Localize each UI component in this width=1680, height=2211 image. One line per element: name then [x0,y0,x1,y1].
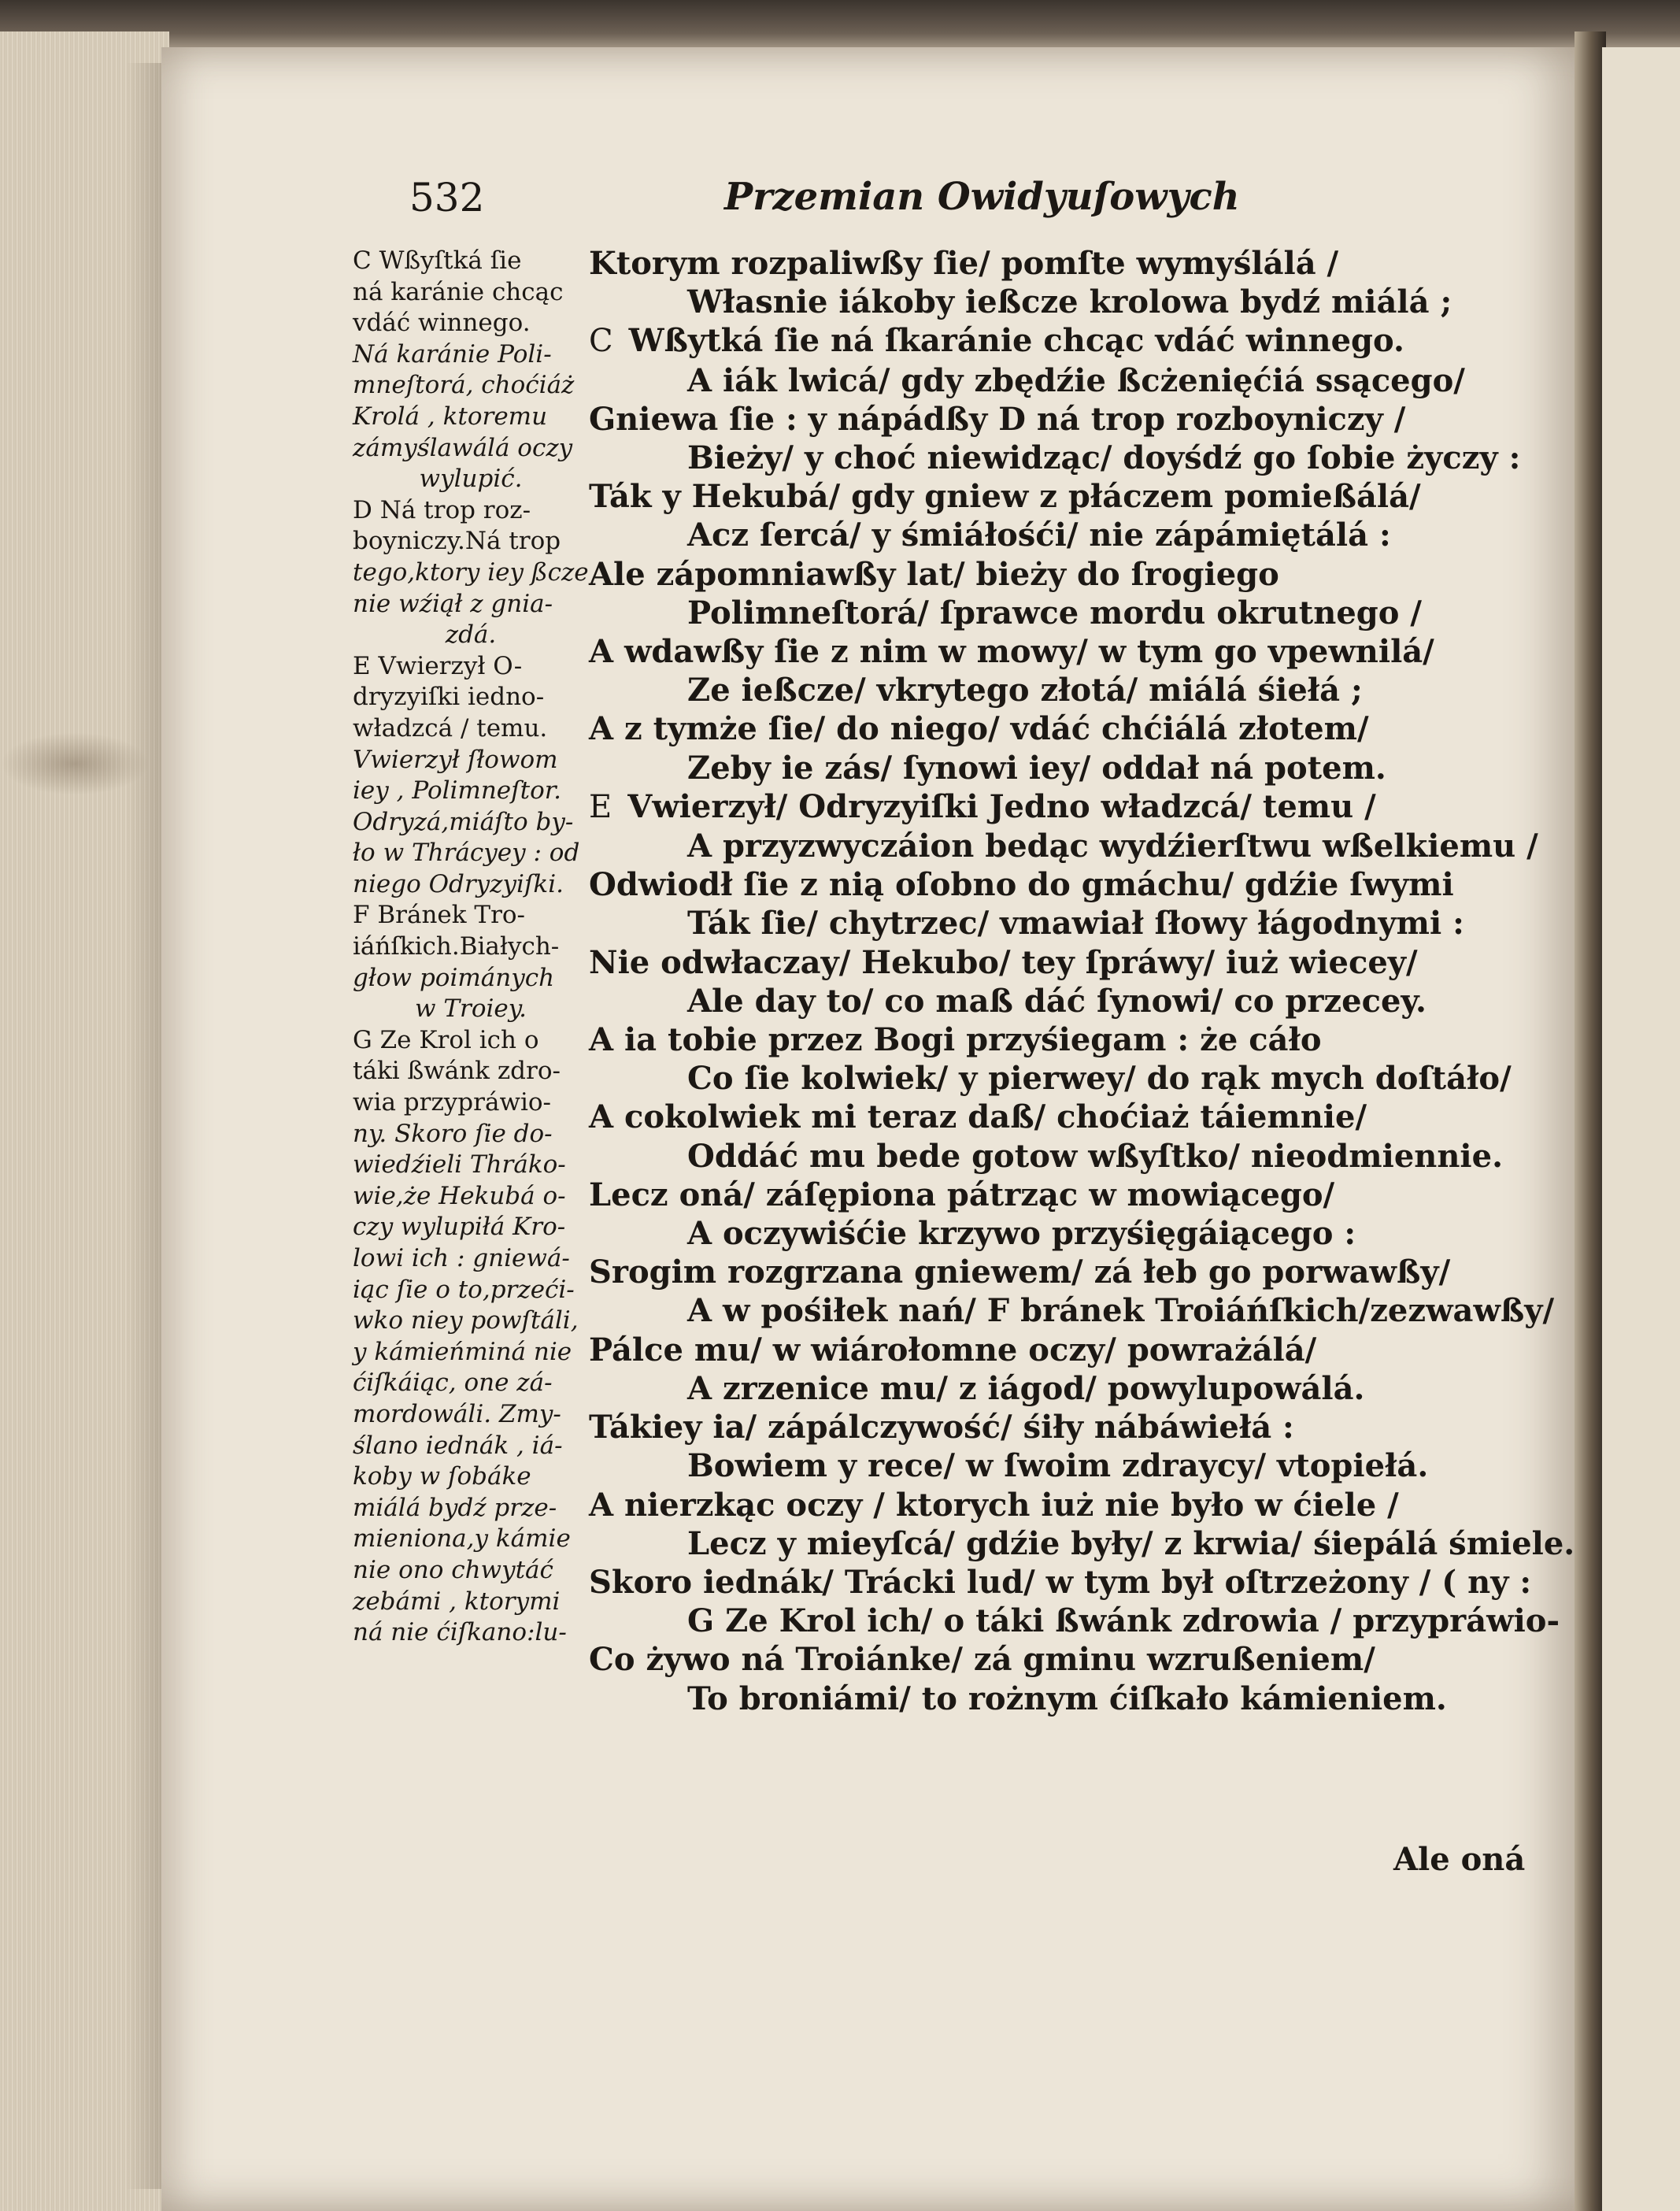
verse-text-span: Zeby ie zás/ ſynowi iey/ oddał ná potem. [687,749,1386,787]
margin-note-line: niego Odryzyiſki. [353,869,564,898]
verse-text-span: Lecz oná/ záſępiona pátrząc w mowiącego/ [589,1176,1335,1213]
verse-text-span: Polimneſtorá/ ſprawce mordu okrutnego / [687,594,1422,631]
verse-text-span: Skoro iednák/ Trácki lud/ w tym był oſtrzeżony / ( ny : [589,1563,1532,1601]
verse-line [589,982,1534,1020]
verse-line [589,787,1534,827]
verse-line [589,1602,1560,1640]
verse-line [589,283,1534,321]
verse-line [589,244,1534,283]
verse-line [589,1098,1534,1136]
verse-text-span: Ták ſie/ chytrzec/ vmawiał ſłowy łágodnymi : [687,905,1464,943]
margin-note-line: Vwierzył ſłowom [353,745,558,774]
verse-line [589,943,1534,982]
margin-note-line: zdá. [445,620,497,650]
verse-text-span: Acz ſercá/ y śmiáłośći/ nie zápámiętálá : [687,517,1391,554]
verse-line [589,1059,1534,1098]
verse-text-span: Oddáć mu bede gotow wßyſtko/ nieodmiennie. [687,1137,1503,1175]
verse-text-span: Gniewa ſie : y nápádßy D ná trop rozboyniczy / [589,400,1406,438]
catchword: Ale oná [1393,1841,1526,1878]
verse-text-span: A przyzwyczáion bedąc wydźierſtwu wßelkiemu / [687,828,1538,865]
verse-line [589,1369,1534,1408]
margin-note-line: wko niey powſtáli, [353,1306,579,1335]
verse-line [589,671,1534,709]
margin-note-line: nie ono chwytáć [353,1555,553,1584]
verse-text-span: Lecz y mieyſcá/ gdźie były/ z krwia/ śiepálá śmiele. [687,1524,1575,1562]
verse-text-span: G Ze Krol ich/ o táki ßwánk zdrowia / przypráwio- [687,1602,1560,1640]
verse-text-span: Ták y Hekubá/ gdy gniew z płáczem pomießálá/ [589,478,1421,516]
book-gutter [1575,31,1606,2211]
verse-line [589,1176,1534,1214]
verse-line [589,1640,1534,1679]
margin-note-line: iáńſkich.Białych- [353,932,560,961]
verse-text [589,244,1575,1718]
margin-note-line: mneſtorá, choćiáż [353,371,575,400]
verse-marker: C [589,323,613,360]
margin-note-line: dryzyiſki iedno- [353,683,545,712]
margin-note-line: lowi ich : gniewá- [353,1244,570,1272]
verse-text-span: Ale zápomniawßy lat/ bieży do ſrogiego [589,555,1279,593]
margin-note-line: głow poimánych [353,963,555,992]
margin-note-line: Ná karánie Poli- [353,339,552,368]
verse-line [589,321,1534,361]
verse-line [589,361,1534,400]
margin-note-line: C Wßyſtká ſie [353,246,522,275]
margin-note-line: iey , Polimneſtor. [353,776,561,806]
verse-text-span: A iák lwicá/ gdy zbędźie ßcżenięćiá ssącego/ [687,361,1465,399]
verse-text-span: Ktorym rozpaliwßy ſie/ pomſte wymyślálá / [589,245,1339,282]
verse-line [589,1020,1534,1059]
margin-note-line: Odryzá,miáſto by- [353,807,574,836]
verse-line [589,555,1534,594]
margin-note-line: władzcá / temu. [353,713,548,743]
margin-note-line: miálá bydź prze- [353,1493,557,1522]
verse-text-span: Tákiey ia/ zápálczywość/ śiły nábáwiełá : [589,1409,1294,1446]
margin-note-line: koby w ſobáke [353,1462,531,1491]
verse-text-span: Srogim rozgrzana gniewem/ zá łeb go porwawßy/ [589,1254,1451,1291]
verse-text-span: Ze ießcze/ vkrytego złotá/ miálá śiełá ; [687,672,1363,709]
margin-note-line: boyniczy.Ná trop [353,527,561,556]
verse-text-span: A oczywiśćie krzywo przyśięgáiącego : [687,1215,1356,1253]
verse-marker: E [589,788,612,825]
verse-line [589,400,1534,439]
verse-line [589,827,1538,865]
verse-line [589,1486,1534,1524]
verse-line [589,1331,1534,1369]
facing-page-edge [1602,47,1680,2211]
verse-line [589,1524,1575,1563]
verse-line [589,1214,1534,1253]
margin-note-line: wiedźieli Thráko- [353,1150,566,1180]
margin-note-line: iąc ſie o to,przeći- [353,1275,575,1304]
margin-note-line: mordowáli. Zmy- [353,1399,561,1428]
margin-note-line: wia przypráwio- [353,1088,552,1117]
margin-note-line: y kámieńminá nie [353,1337,572,1366]
verse-line [589,594,1534,632]
verse-text-span: Vwierzył/ Odryzyiſki Jedno władzcá/ temu / [627,787,1376,825]
margin-note-line: ná nie ćiſkano:lu- [353,1618,567,1647]
margin-note-line: czy wylupiłá Kro- [353,1213,566,1242]
running-head [409,175,1433,230]
verse-text-span: Co żywo ná Troiánke/ zá gminu wzrußeniem/ [589,1641,1375,1679]
verse-line [589,1563,1534,1602]
margin-note-line: zámyślawálá oczy [353,433,573,462]
margin-note-line: wylupić. [419,465,523,494]
verse-text-span: Ale day to/ co maß dáć ſynowi/ co przecey. [687,982,1427,1020]
verse-line [589,477,1534,516]
margin-note-line: ná karánie chcąc [353,277,564,306]
verse-text-span: Pálce mu/ w wiárołomne oczy/ powrażálá/ [589,1331,1317,1368]
verse-text-span: A ia tobie przez Bogi przyśiegam : że cáło [589,1021,1322,1059]
margin-note-line: E Vwierzył O- [353,651,523,680]
verse-text-span: A cokolwiek mi teraz daß/ choćiaż táiemnie/ [589,1098,1367,1136]
verse-line [589,1446,1534,1485]
verse-line [589,1680,1534,1718]
verse-text-span: Własnie iákoby ießcze krolowa bydź miálá ; [687,283,1452,321]
margin-note-line: ny. Skoro ſie do- [353,1119,553,1148]
margin-note-line: tego,ktory iey ßcze [353,557,589,587]
verse-text-span: A nierzkąc oczy / ktorych iuż nie było w ćiele / [589,1486,1399,1524]
verse-line [589,1408,1534,1446]
verse-line [589,865,1534,904]
margin-note-line: wie,że Hekubá o- [353,1181,566,1210]
margin-note-line: ło w Thrácyey : od [353,839,580,868]
verse-text-span: A wdawßy ſie z nim w mowy/ w tym go vpewnilá/ [589,633,1434,671]
margin-note-line: D Ná trop roz- [353,495,531,524]
margin-note-line: F Bránek Tro- [353,901,526,930]
verse-text-span: A z tymże ſie/ do niego/ vdáć chćiálá złotem/ [589,710,1369,748]
verse-line [589,1137,1534,1176]
verse-line [589,1291,1555,1330]
verse-line [589,904,1534,943]
margin-note-line: Krolá , ktoremu [353,402,548,431]
running-title: Przemian Owidyuſowych [724,175,1240,219]
verse-text-span: A w pośiłek nań/ F bránek Troiáńſkich/zezwawßy/ [687,1292,1555,1330]
verse-text-span: A zrzenice mu/ z iágod/ powylupowálá. [687,1369,1365,1407]
verse-text-span: Bieży/ y choć niewidząc/ doyśdź go ſobie życzy : [687,439,1521,477]
verse-line [589,439,1534,477]
verse-line [589,516,1534,554]
margin-note-line: zebámi , ktorymi [353,1587,561,1616]
margin-note-line: w Troiey. [414,994,527,1024]
verse-text-span: Co ſie kolwiek/ y pierwey/ do rąk mych doſtáło/ [687,1060,1512,1098]
verse-line [589,749,1534,787]
verse-text-span: Bowiem y rece/ w ſwoim zdraycy/ vtopiełá. [687,1447,1429,1485]
margin-notes [353,246,589,1649]
verse-line [589,1253,1534,1291]
margin-note-line: G Ze Krol ich o [353,1025,539,1054]
verse-text-span: Odwiodł ſie z nią oſobno do gmáchu/ gdźie ſwymi [589,866,1454,904]
verse-text-span: Wßytká ſie ná ſkaránie chcąc vdáć winnego. [628,322,1404,360]
margin-note-line: táki ßwánk zdro- [353,1057,561,1086]
margin-note-line: mieniona,y kámie [353,1524,571,1554]
verse-text-span: To broniámi/ to rożnym ćiſkało kámieniem. [687,1680,1447,1717]
margin-note-line: vdáć winnego. [353,309,531,338]
edge-stain [0,732,150,795]
margin-note-line: ćiſkáiąc, one zá- [353,1368,553,1398]
page-number: 532 [409,175,485,220]
margin-note-line: nie wźiął z gnia- [353,589,553,618]
verse-line [589,632,1534,671]
verse-line [589,709,1534,748]
margin-note-line: ślano iednák , iá- [353,1431,563,1460]
verse-text-span: Nie odwłaczay/ Hekubo/ tey ſpráwy/ iuż wiecey/ [589,943,1418,981]
